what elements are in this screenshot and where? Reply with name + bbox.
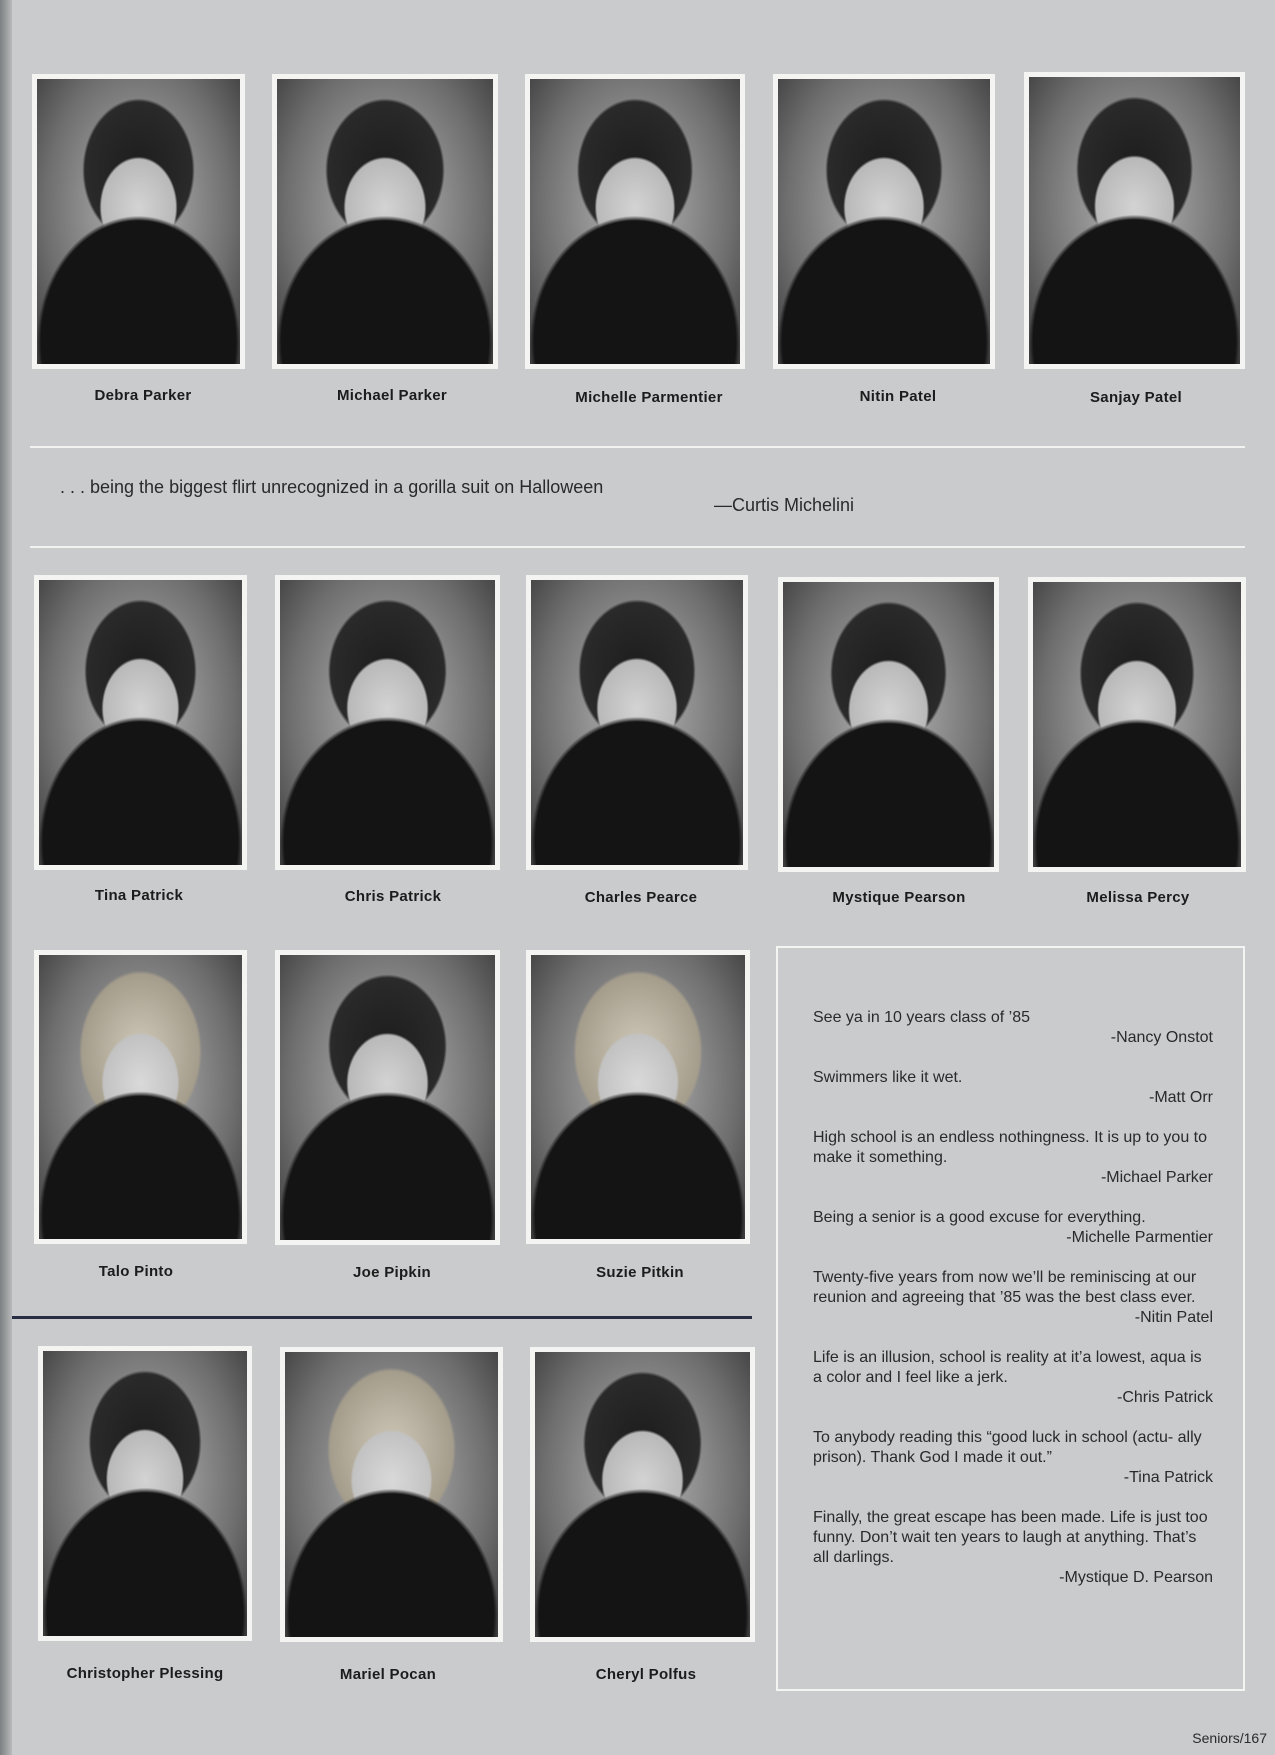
student-name: Tina Patrick bbox=[94, 887, 184, 904]
senior-quote bbox=[813, 1348, 1213, 1408]
banner-quote-text: . . . being the biggest flirt unrecognized in a gorilla suit on Halloween bbox=[60, 477, 604, 497]
portrait-image bbox=[37, 79, 240, 364]
student-name: Mariel Pocan bbox=[339, 1666, 437, 1683]
quote-text: See ya in 10 years class of ’85 bbox=[813, 1009, 1031, 1026]
portrait-image bbox=[280, 955, 495, 1240]
portrait-image bbox=[43, 1351, 247, 1636]
portrait-mariel-pocan bbox=[280, 1347, 503, 1642]
student-name: Sanjay Patel bbox=[1090, 389, 1182, 406]
portrait-image bbox=[1029, 77, 1240, 364]
student-name: Suzie Pitkin bbox=[596, 1264, 684, 1281]
senior-quote bbox=[813, 1128, 1213, 1188]
portrait-tina-patrick bbox=[34, 575, 247, 870]
section-divider bbox=[30, 446, 1245, 448]
senior-quote bbox=[813, 1428, 1213, 1488]
page-folio: Seniors/167 bbox=[1192, 1730, 1267, 1746]
section-divider bbox=[12, 1316, 752, 1319]
portrait-image bbox=[1033, 582, 1241, 867]
student-name: Nitin Patel bbox=[859, 388, 937, 405]
quote-text: To anybody reading this “good luck in school (actu- ally prison). Thank God I made it out.” bbox=[813, 1429, 1202, 1466]
portrait-image bbox=[531, 580, 743, 865]
page-binding-edge bbox=[0, 0, 12, 1755]
senior-quote bbox=[813, 1208, 1213, 1248]
quote-text: Twenty-five years from now we’ll be reminiscing at our reunion and agreeing that ’85 was the best class ever. bbox=[813, 1269, 1197, 1306]
student-name: Talo Pinto bbox=[98, 1263, 174, 1280]
portrait-image bbox=[280, 580, 495, 865]
portrait-cheryl-polfus bbox=[530, 1347, 755, 1642]
quote-text: Life is an illusion, school is reality at it’a lowest, aqua is a color and I feel like a jerk. bbox=[813, 1349, 1202, 1386]
student-name: Christopher Plessing bbox=[66, 1665, 224, 1682]
student-name: Michael Parker bbox=[336, 387, 448, 404]
quote-text: Being a senior is a good excuse for everything. bbox=[813, 1209, 1146, 1226]
quote-author: -Michelle Parmentier bbox=[1066, 1229, 1213, 1246]
student-name: Joe Pipkin bbox=[352, 1264, 432, 1281]
quote-author: -Nancy Onstot bbox=[1110, 1029, 1213, 1046]
portrait-melissa-percy bbox=[1028, 577, 1246, 872]
portrait-michelle-parmentier bbox=[525, 74, 745, 369]
student-name: Debra Parker bbox=[94, 387, 192, 404]
portrait-image bbox=[39, 955, 242, 1239]
senior-quote bbox=[813, 1068, 1213, 1108]
portrait-image bbox=[530, 79, 740, 364]
student-name: Charles Pearce bbox=[584, 889, 698, 906]
portrait-image bbox=[783, 582, 994, 867]
portrait-image bbox=[285, 1352, 498, 1637]
portrait-michael-parker bbox=[272, 74, 498, 369]
senior-quote bbox=[813, 1008, 1213, 1048]
quote-author: -Nitin Patel bbox=[1134, 1309, 1213, 1326]
portrait-talo-pinto bbox=[34, 950, 247, 1244]
quote-author: -Michael Parker bbox=[1100, 1169, 1213, 1186]
quote-text: Finally, the great escape has been made. Life is just too funny. Don’t wait ten years to laugh at anything. That’s all darlings. bbox=[813, 1509, 1208, 1566]
quote-author: -Matt Orr bbox=[1149, 1089, 1213, 1106]
student-name: Mystique Pearson bbox=[832, 889, 966, 906]
section-divider bbox=[30, 546, 1245, 548]
quote-author: -Tina Patrick bbox=[1123, 1469, 1213, 1486]
portrait-image bbox=[535, 1352, 750, 1637]
quote-text: Swimmers like it wet. bbox=[813, 1069, 963, 1086]
student-name: Chris Patrick bbox=[344, 888, 442, 905]
portrait-joe-pipkin bbox=[275, 950, 500, 1245]
quote-text: High school is an endless nothingness. It is up to you to make it something. bbox=[813, 1129, 1208, 1166]
senior-quote bbox=[813, 1268, 1213, 1328]
portrait-charles-pearce bbox=[526, 575, 748, 870]
portrait-image bbox=[778, 79, 990, 364]
quote-author: -Mystique D. Pearson bbox=[1059, 1569, 1213, 1586]
student-name: Cheryl Polfus bbox=[595, 1666, 697, 1683]
portrait-image bbox=[531, 955, 745, 1239]
portrait-image bbox=[277, 79, 493, 364]
portrait-sanjay-patel bbox=[1024, 72, 1245, 369]
student-name: Michelle Parmentier bbox=[575, 389, 723, 406]
portrait-christopher-plessing bbox=[38, 1346, 252, 1641]
portrait-nitin-patel bbox=[773, 74, 995, 369]
senior-quotes-box bbox=[776, 946, 1245, 1691]
portrait-image bbox=[39, 580, 242, 865]
senior-quote bbox=[813, 1508, 1213, 1588]
portrait-mystique-pearson bbox=[778, 577, 999, 872]
portrait-chris-patrick bbox=[275, 575, 500, 870]
quote-author: -Chris Patrick bbox=[1116, 1389, 1213, 1406]
portrait-suzie-pitkin bbox=[526, 950, 750, 1244]
student-name: Melissa Percy bbox=[1086, 889, 1190, 906]
banner-quote-author: —Curtis Michelini bbox=[714, 495, 855, 515]
portrait-debra-parker bbox=[32, 74, 245, 369]
